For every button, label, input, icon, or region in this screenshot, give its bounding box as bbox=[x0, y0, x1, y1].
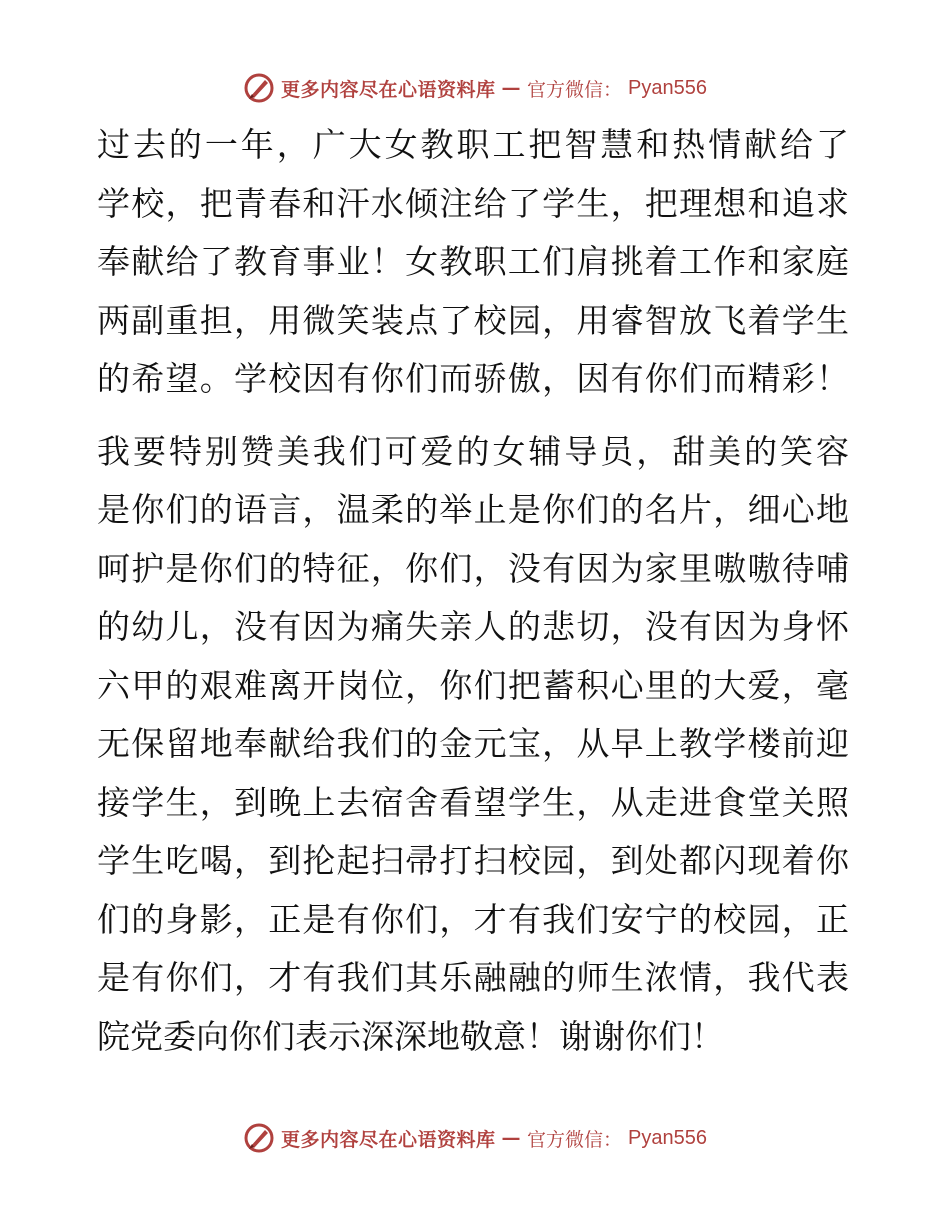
text-line: 院党委向你们表示深深地敬意！谢谢你们！ bbox=[97, 1016, 724, 1056]
quill-pen-logo-icon bbox=[243, 1122, 275, 1154]
document-body bbox=[97, 116, 849, 1066]
text-line: 学生吃喝，到抡起扫帚打扫校园，到处都闪现着你 bbox=[97, 841, 849, 880]
header-wechat-label: 官方微信： bbox=[527, 78, 623, 101]
footer-promo-text: 更多内容尽在心语资料库 bbox=[281, 1128, 496, 1151]
quill-pen-logo-icon bbox=[243, 72, 275, 104]
text-line: 的幼儿，没有因为痛失亲人的悲切，没有因为身怀 bbox=[97, 607, 849, 646]
header-separator: — bbox=[501, 77, 522, 99]
text-line: 呵护是你们的特征，你们，没有因为家里嗷嗷待哺 bbox=[97, 548, 849, 588]
footer-banner bbox=[0, 1122, 950, 1154]
header-promo-text: 更多内容尽在心语资料库 bbox=[281, 78, 496, 101]
header-banner bbox=[0, 72, 950, 104]
text-line: 学校，把青春和汗水倾注给了学生，把理想和追求 bbox=[97, 183, 849, 223]
text-line: 是你们的语言，温柔的举止是你们的名片，细心地 bbox=[97, 490, 849, 529]
footer-wechat-id: Pyan556 bbox=[628, 1126, 707, 1149]
text-line: 两副重担，用微笑装点了校园，用睿智放飞着学生 bbox=[97, 300, 849, 340]
text-line: 是有你们，才有我们其乐融融的师生浓情，我代表 bbox=[97, 958, 849, 997]
text-line: 们的身影，正是有你们，才有我们安宁的校园，正 bbox=[97, 899, 849, 939]
paragraph-1 bbox=[97, 116, 849, 409]
text-line: 过去的一年，广大女教职工把智慧和热情献给了 bbox=[97, 125, 849, 164]
text-line: 的希望。学校因有你们而骄傲，因有你们而精彩！ bbox=[97, 359, 849, 398]
text-line: 奉献给了教育事业！女教职工们肩挑着工作和家庭 bbox=[97, 242, 849, 281]
header-wechat-id: Pyan556 bbox=[628, 76, 707, 99]
text-line: 我要特别赞美我们可爱的女辅导员，甜美的笑容 bbox=[97, 431, 849, 471]
text-line: 无保留地奉献给我们的金元宝，从早上教学楼前迎 bbox=[97, 724, 849, 763]
text-line: 接学生，到晚上去宿舍看望学生，从走进食堂关照 bbox=[97, 782, 849, 822]
text-line: 六甲的艰难离开岗位，你们把蓄积心里的大爱，毫 bbox=[97, 665, 849, 705]
paragraph-2 bbox=[97, 423, 849, 1067]
paragraph-gap bbox=[97, 409, 849, 423]
footer-wechat-label: 官方微信： bbox=[527, 1128, 623, 1151]
footer-separator: — bbox=[501, 1127, 522, 1149]
